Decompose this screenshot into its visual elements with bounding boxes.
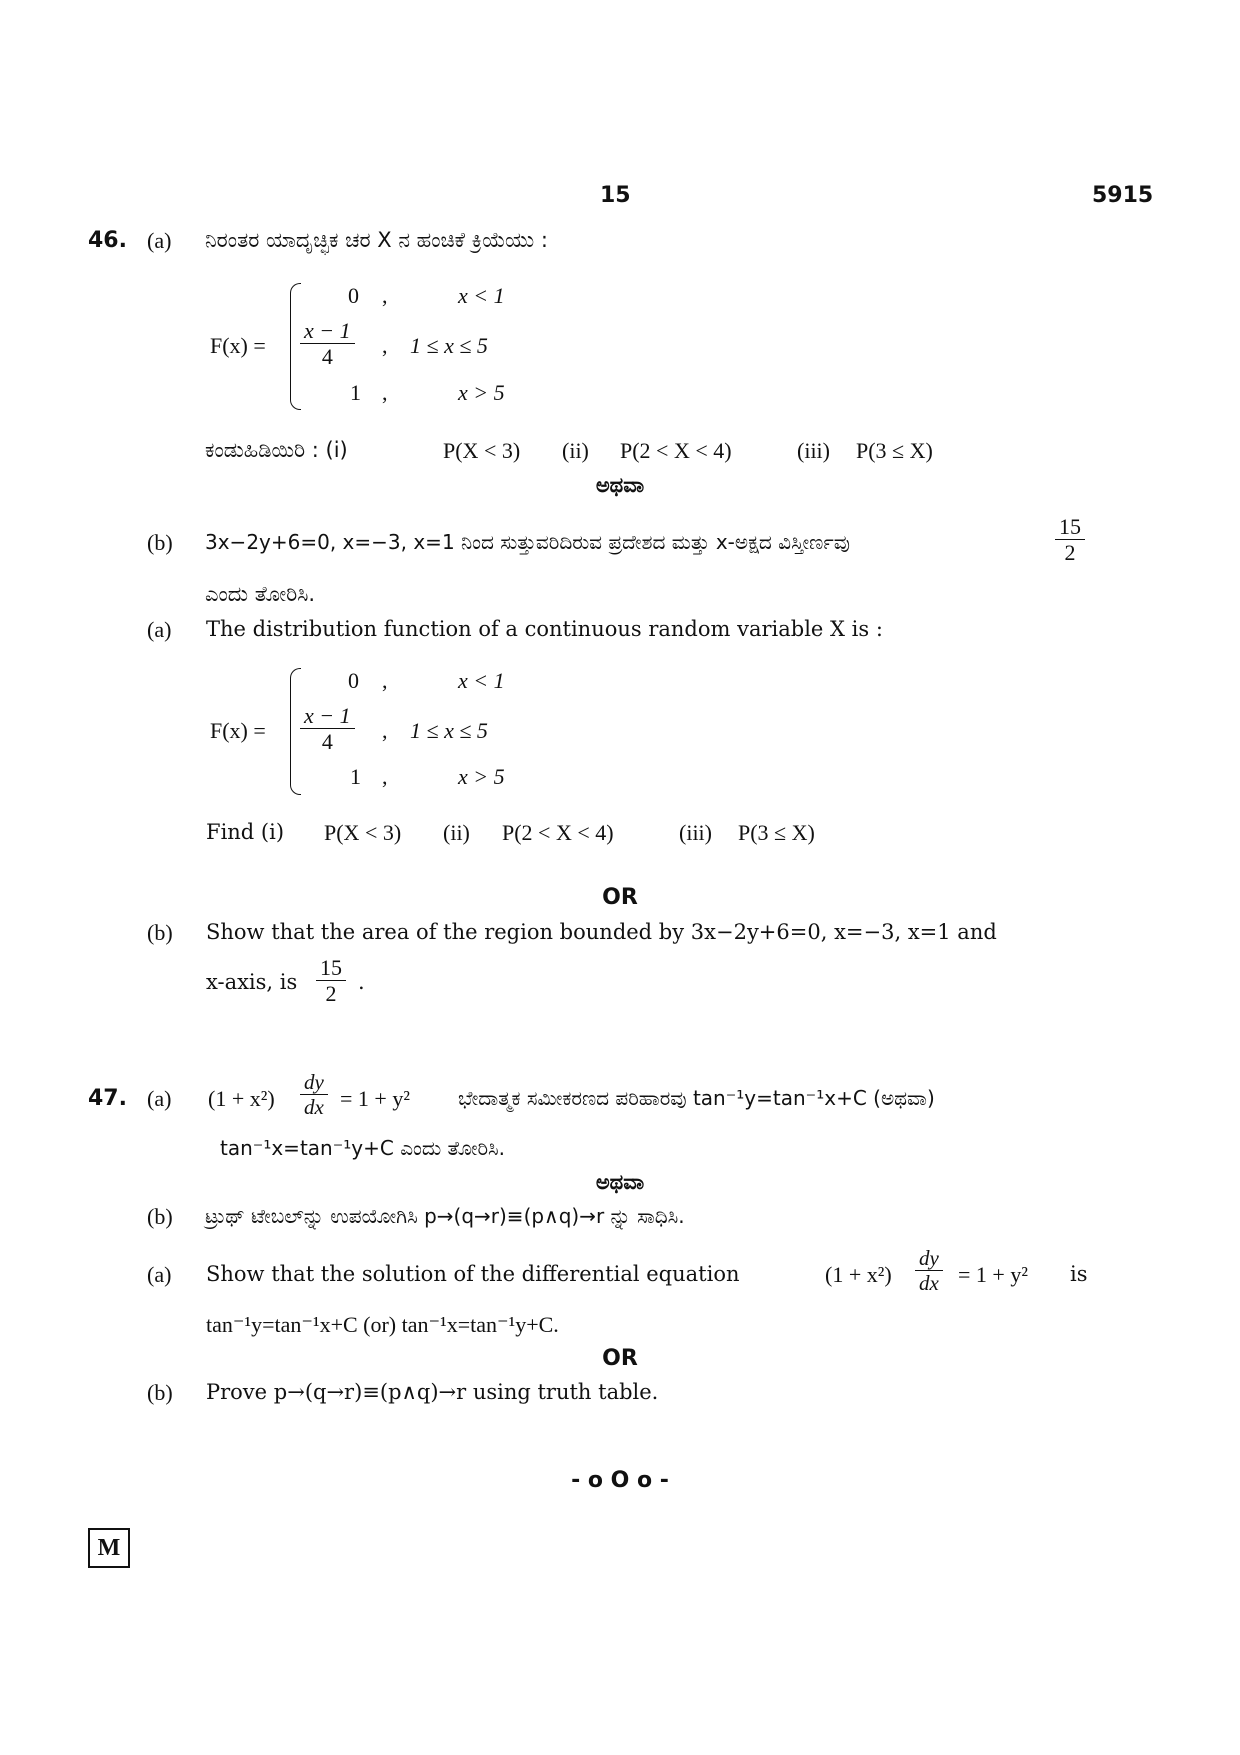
case3-sep: , <box>382 764 388 789</box>
case3-value: 1 <box>350 380 361 405</box>
q47-en-is: is <box>1070 1262 1088 1286</box>
case2-numerator: x − 1 <box>300 703 355 729</box>
case2-denominator: 4 <box>321 729 333 755</box>
end-mark: - o O o - <box>571 1468 669 1493</box>
case2-sep: , <box>382 333 388 358</box>
fx-label: F(x) = <box>210 333 266 358</box>
fx-label: F(x) = <box>210 718 266 743</box>
case3-value: 1 <box>350 764 361 789</box>
dy: dy <box>300 1070 328 1095</box>
q46-en-p2: P(2 < X < 4) <box>502 820 614 845</box>
fraction-denominator: 2 <box>325 981 337 1007</box>
q47-de-right: = 1 + y² <box>340 1086 410 1111</box>
q46-a-label-en: (a) <box>147 617 172 642</box>
case1-condition: x < 1 <box>458 283 505 308</box>
page-number: 15 <box>600 183 631 208</box>
q46-b-kannada-text: 3x−2y+6=0, x=−3, x=1 ನಿಂದ ಸುತ್ತುವರಿದಿರುವ ಪ್ರದೇಶದ ಮತ್ತು x-ಅಕ್ಷದ ವಿಸ್ತೀರ್ಣವು <box>205 530 851 554</box>
dy: dy <box>915 1246 943 1271</box>
q47-b-english-text: Prove p→(q→r)≡(p∧q)→r using truth table. <box>206 1380 659 1404</box>
q47-a-english-text2: tan⁻¹y=tan⁻¹x+C (or) tan⁻¹x=tan⁻¹y+C. <box>206 1312 559 1337</box>
fraction-numerator: 15 <box>316 955 346 981</box>
q47-english-or: OR <box>602 1346 638 1371</box>
case3-condition: x > 5 <box>458 380 505 405</box>
question-46-number: 46. <box>88 228 127 253</box>
q47-kannada-or: ಅಥವಾ <box>595 1170 645 1194</box>
q46-kn-p2: P(2 < X < 4) <box>620 438 732 463</box>
case2-condition: 1 ≤ x ≤ 5 <box>410 333 488 358</box>
q46-b-en-fraction <box>316 955 346 1007</box>
fraction-numerator: 15 <box>1055 514 1085 540</box>
q47-a-label-en: (a) <box>147 1262 172 1287</box>
case2-sep: , <box>382 718 388 743</box>
paper-code: 5915 <box>1092 183 1154 208</box>
q47-en-de-derivative <box>915 1246 943 1295</box>
q46-kannada-find: ಕಂಡುಹಿಡಿಯಿರಿ : (i) <box>205 438 348 462</box>
q46-b-kannada-text2: ಎಂದು ತೋರಿಸಿ. <box>205 582 316 606</box>
case3-condition: x > 5 <box>458 764 505 789</box>
q46-b-period: . <box>358 970 365 994</box>
q46-b-english-text: Show that the area of the region bounded by 3x−2y+6=0, x=−3, x=1 and <box>206 920 997 944</box>
case2-condition: 1 ≤ x ≤ 5 <box>410 718 488 743</box>
q46-kn-p3: P(3 ≤ X) <box>856 438 933 463</box>
q46-kn-p1: P(X < 3) <box>443 438 521 463</box>
q47-b-label-kn: (b) <box>147 1204 173 1229</box>
case1-sep: , <box>382 283 388 308</box>
q46-b-label-kn: (b) <box>147 530 173 555</box>
q47-b-label-en: (b) <box>147 1380 173 1405</box>
q47-de-derivative <box>300 1070 328 1119</box>
q46-b-label-en: (b) <box>147 920 173 945</box>
q47-a-english-text: Show that the solution of the differential equation <box>206 1262 740 1286</box>
q47-en-de-left: (1 + x²) <box>825 1262 892 1287</box>
case1-condition: x < 1 <box>458 668 505 693</box>
q46-b-kn-fraction <box>1055 514 1085 566</box>
q46-a-english-text: The distribution function of a continuous random variable X is : <box>206 617 883 641</box>
q47-a-kannada-text2: tan⁻¹x=tan⁻¹y+C ಎಂದು ತೋರಿಸಿ. <box>220 1136 505 1160</box>
case1-value: 0 <box>348 283 359 308</box>
case2-denominator: 4 <box>321 344 333 370</box>
fraction-denominator: 2 <box>1064 540 1076 566</box>
q46-en-ii: (ii) <box>443 820 470 845</box>
case1-value: 0 <box>348 668 359 693</box>
q46-english-find: Find (i) <box>206 820 285 844</box>
q46-kn-ii: (ii) <box>562 438 589 463</box>
case2-fraction <box>300 318 355 370</box>
case2-numerator: x − 1 <box>300 318 355 344</box>
q46-b-english-text2: x-axis, is <box>206 970 298 994</box>
q47-a-kannada-text: ಭೇದಾತ್ಮಕ ಸಮೀಕರಣದ ಪರಿಹಾರವು tan⁻¹y=tan⁻¹x+C (ಅಥವಾ) <box>458 1086 935 1110</box>
case2-fraction <box>300 703 355 755</box>
q46-en-p1: P(X < 3) <box>324 820 402 845</box>
q47-b-kannada-text: ಟ್ರುಥ್ ಟೇಬಲ್‌ನ್ನು ಉಪಯೋಗಿಸಿ p→(q→r)≡(p∧q)→r ನ್ನು ಸಾಧಿಸಿ. <box>205 1204 685 1228</box>
case1-sep: , <box>382 668 388 693</box>
q46-a-label: (a) <box>147 228 172 253</box>
q46-en-p3: P(3 ≤ X) <box>738 820 815 845</box>
q47-en-de-right: = 1 + y² <box>958 1262 1028 1287</box>
q46-en-iii: (iii) <box>679 820 712 845</box>
q46-kn-iii: (iii) <box>797 438 830 463</box>
question-47-number: 47. <box>88 1086 127 1111</box>
q47-de-left: (1 + x²) <box>208 1086 275 1111</box>
q47-a-label-kn: (a) <box>147 1086 172 1111</box>
m-box-label: M <box>88 1528 130 1568</box>
q46-english-or: OR <box>602 885 638 910</box>
case3-sep: , <box>382 380 388 405</box>
dx: dx <box>304 1095 324 1120</box>
q46-kannada-or: ಅಥವಾ <box>595 473 645 497</box>
dx: dx <box>919 1271 939 1296</box>
q46-a-kannada-text: ನಿರಂತರ ಯಾದೃಚ್ಛಿಕ ಚರ X ನ ಹಂಚಿಕೆ ಕ್ರಿಯೆಯು : <box>205 228 548 252</box>
